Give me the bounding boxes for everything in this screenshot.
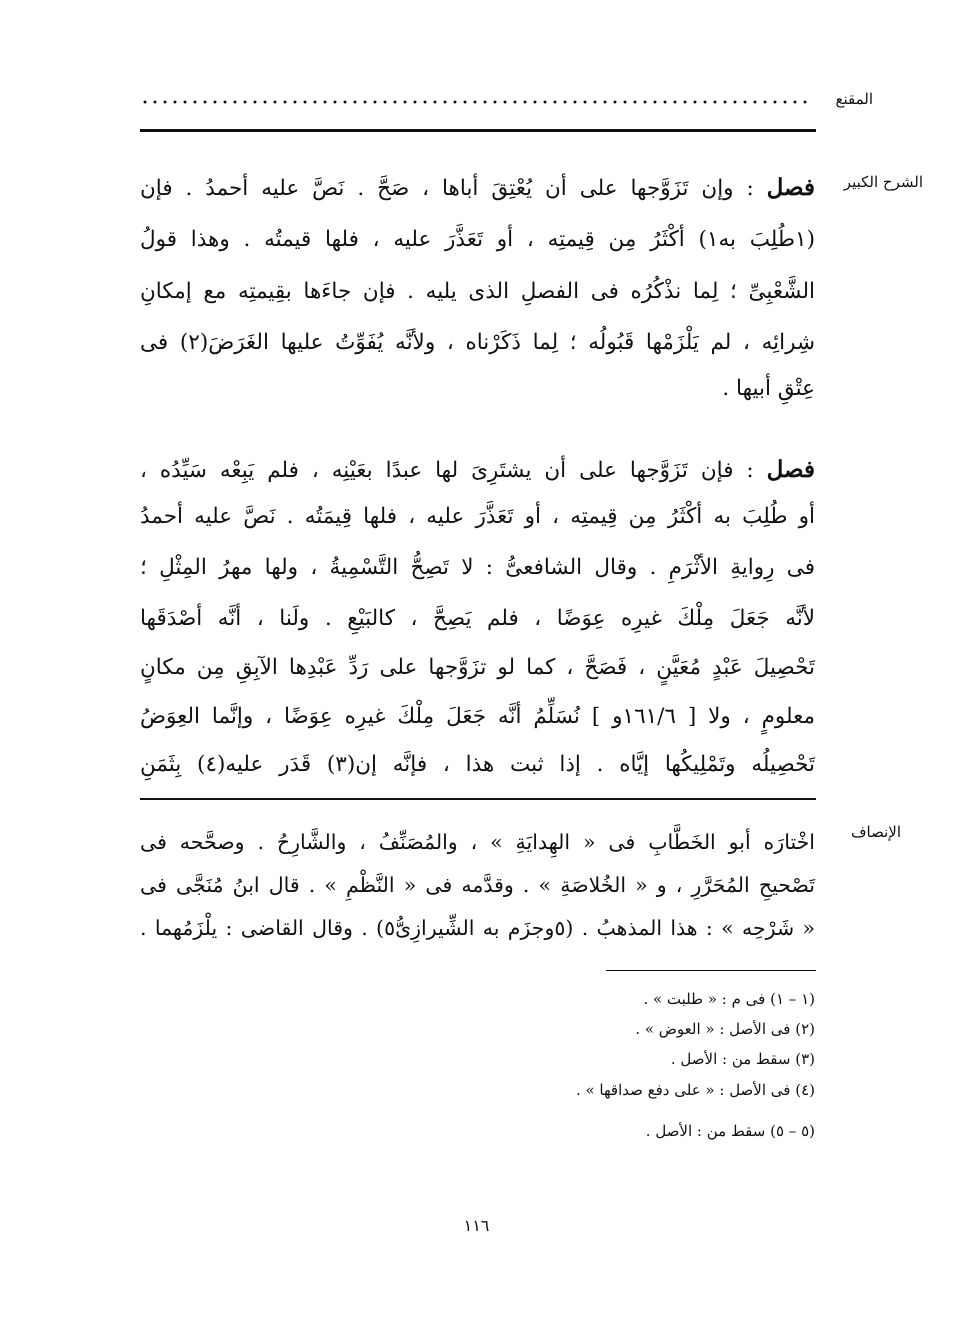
footnote: (٥ – ٥) سقط من : الأصل . (645, 1122, 815, 1140)
footnote-rule (606, 970, 816, 971)
paragraph-line: شِرائِه ، لم يَلْزَمْها قَبُولُه ؛ لِما ذَكَرْناه ، ولأنَّه يُفَوِّتُ عليها الغَرَضَ(٢) فى (140, 330, 815, 355)
paragraph-line: معلومٍ ، ولا [ ١٦١/٦و ] نُسَلِّمُ أنَّه جَعَلَ مِلْكَ غيرِه عِوَضًا ، وإنَّما العِوَضُ (140, 704, 815, 729)
insaf-divider (140, 798, 816, 800)
header-dotted-line (140, 99, 808, 105)
paragraph-line: الشَّعْبِىِّ ؛ لِما نذْكُرُه فى الفصلِ الذى يليه . فإن جاءَها بقِيمتِه مع إمكانِ (140, 279, 815, 304)
running-title: المقنع (835, 90, 873, 108)
paragraph-line: تَحْصِيلَ عَبْدٍ مُعَيَّنٍ ، فَصَحَّ ، كما لو تزَوَّجها على رَدِّ عَبْدِها الآبِقِ مِن مكانٍ (140, 655, 815, 680)
sharh-label: الشرح الكبير (843, 173, 923, 191)
paragraph-line: لأنَّه جَعَلَ مِلْكَ غيرِه عِوَضًا ، فلم يَصِحَّ ، كالبَيْعِ . ولَنا ، أنَّه أصْدَقَها (140, 606, 815, 631)
paragraph-line: أو طُلِبَ به أكْثَرُ مِن قِيمتِه ، أو تَعَذَّرَ عليه ، فلها قِيمَتُه . نَصَّ عليه أحمدُ (140, 504, 815, 529)
footnote: (٤) فى الأصل : « على دفع صداقها » . (575, 1081, 815, 1099)
paragraph-line: فصل : وإن تَزَوَّجها على أن يُعْتِقَ أباها ، صَحَّ . نَصَّ عليه أحمدُ . فإن (140, 174, 815, 201)
paragraph-line: فى رِوايةِ الأثْرَمِ . وقال الشافعىُّ : لا تَصِحُّ التَّسْمِيةُ ، ولها مهرُ المِثْلِ ؛ (140, 555, 815, 580)
paragraph-line: اخْتارَه أبو الخَطَّابِ فى « الهِدايَةِ » ، والمُصَنِّفُ ، والشَّارِحُ . وصحَّحه فى (140, 830, 815, 854)
header-rule (140, 129, 816, 132)
footnote: (١ – ١) فى م : « طلبت » . (643, 990, 815, 1008)
footnote: (٣) سقط من : الأصل . (670, 1050, 815, 1068)
section-heading: فصل (766, 174, 815, 201)
paragraph-line: « شَرْحِه » : هذا المذهبُ . (٥وجزَم به الشِّيرازِىُّ٥) . وقال القاضى : يلْزَمُهما . (140, 916, 816, 940)
footnote: (٢) فى الأصل : « العوض » . (635, 1020, 815, 1038)
paragraph-line: تَحْصِيلُه وتَمْلِيكُها إيَّاه . إذا ثبت هذا ، فإنَّه إن(٣) قَدَر عليه(٤) بِثَمَنِ (140, 752, 815, 777)
paragraph-line: تَصْحيحِ المُحَرَّرِ ، و « الخُلاصَةِ » . وقدَّمه فى « النَّظْمِ » . قال ابنُ مُنَجَّى فى (140, 873, 815, 897)
paragraph-line: فصل : فإن تَزَوَّجها على أن يشتَرِىَ لها عبدًا بعَيْنِه ، فلم يَبِعْه سَيِّدُه ، (140, 456, 815, 483)
paragraph-line: (١طُلِبَ به١) أكْثَرُ مِن قِيمتِه ، أو تَعَذَّرَ عليه ، فلها قيمتُه . وهذا قولُ (140, 227, 815, 252)
page-number: ١١٦ (463, 1216, 490, 1235)
insaf-label: الإنصاف (850, 823, 901, 841)
section-heading: فصل (766, 456, 815, 483)
paragraph-line: عِتْقِ أبيها . (722, 376, 815, 401)
